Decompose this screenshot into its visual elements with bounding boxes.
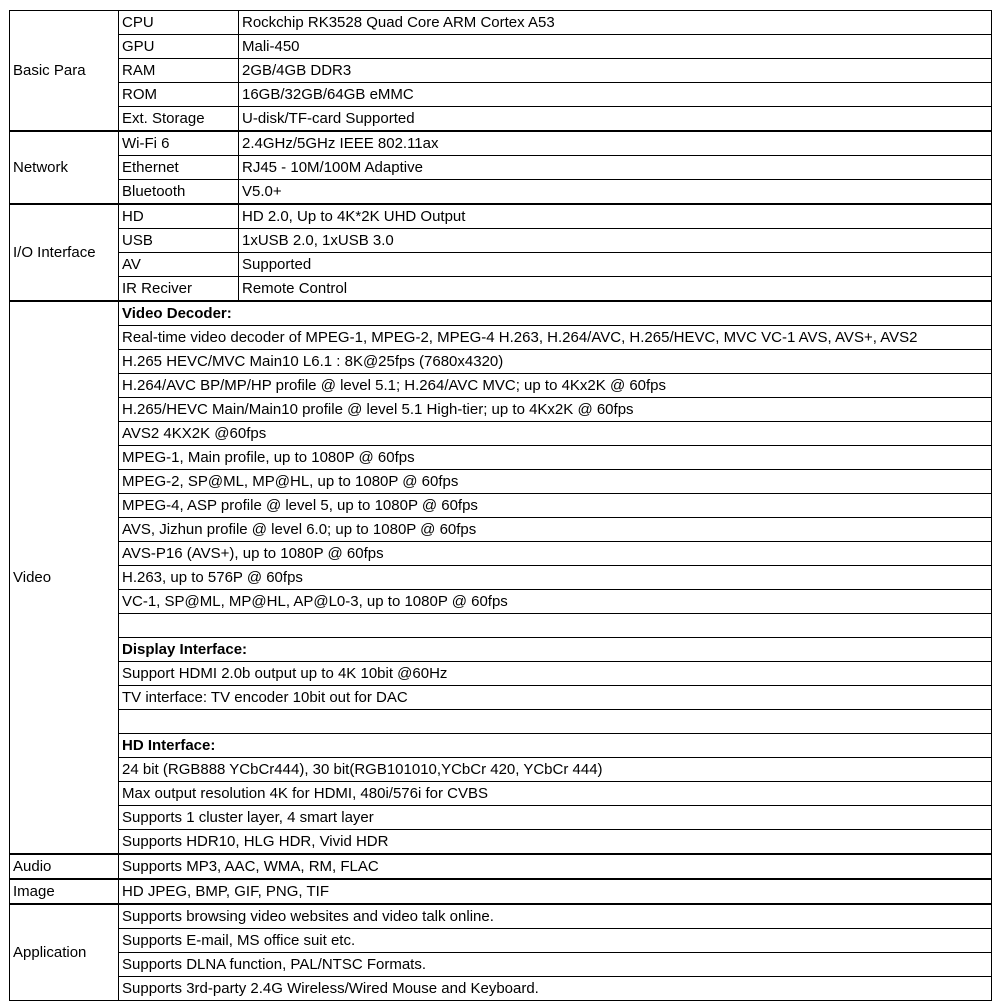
subsection-heading: Video Decoder:	[119, 301, 992, 326]
table-row	[10, 180, 992, 205]
table-row	[10, 590, 992, 614]
spec-line: Supports 3rd-party 2.4G Wireless/Wired Mouse and Keyboard.	[119, 977, 992, 1001]
spec-label: AV	[119, 253, 239, 277]
table-row	[10, 904, 992, 929]
table-row	[10, 638, 992, 662]
spec-label: Wi-Fi 6	[119, 131, 239, 156]
table-row	[10, 879, 992, 904]
table-row	[10, 929, 992, 953]
table-row	[10, 374, 992, 398]
table-row	[10, 542, 992, 566]
table-row	[10, 83, 992, 107]
table-row	[10, 398, 992, 422]
table-row	[10, 131, 992, 156]
spec-line	[119, 614, 992, 638]
table-row	[10, 662, 992, 686]
spec-value: Mali-450	[239, 35, 992, 59]
table-row	[10, 326, 992, 350]
spec-line: TV interface: TV encoder 10bit out for DAC	[119, 686, 992, 710]
spec-line: AVS-P16 (AVS+), up to 1080P @ 60fps	[119, 542, 992, 566]
spec-label: ROM	[119, 83, 239, 107]
spec-line: Supports DLNA function, PAL/NTSC Formats.	[119, 953, 992, 977]
table-row	[10, 204, 992, 229]
table-row	[10, 494, 992, 518]
spec-label: HD	[119, 204, 239, 229]
spec-value: U-disk/TF-card Supported	[239, 107, 992, 132]
spec-line: Supports E-mail, MS office suit etc.	[119, 929, 992, 953]
spec-value: 2GB/4GB DDR3	[239, 59, 992, 83]
spec-line: Real-time video decoder of MPEG-1, MPEG-2, MPEG-4 H.263, H.264/AVC, H.265/HEVC, MVC VC-1 AVS, AVS+, AVS2	[119, 326, 992, 350]
category-cell: Network	[10, 131, 119, 204]
spec-line: 24 bit (RGB888 YCbCr444), 30 bit(RGB101010,YCbCr 420, YCbCr 444)	[119, 758, 992, 782]
spec-line: MPEG-1, Main profile, up to 1080P @ 60fps	[119, 446, 992, 470]
category-cell: I/O Interface	[10, 204, 119, 301]
spec-label: RAM	[119, 59, 239, 83]
spec-label: USB	[119, 229, 239, 253]
spec-label: IR Reciver	[119, 277, 239, 302]
table-row	[10, 277, 992, 302]
table-row	[10, 977, 992, 1001]
table-row	[10, 710, 992, 734]
category-cell: Application	[10, 904, 119, 1001]
spec-value: 16GB/32GB/64GB eMMC	[239, 83, 992, 107]
table-row	[10, 782, 992, 806]
spec-line: Support HDMI 2.0b output up to 4K 10bit @60Hz	[119, 662, 992, 686]
category-cell: Audio	[10, 854, 119, 879]
table-row	[10, 350, 992, 374]
spec-table	[9, 10, 992, 1001]
table-row	[10, 518, 992, 542]
spec-line: H.265/HEVC Main/Main10 profile @ level 5.1 High-tier; up to 4Kx2K @ 60fps	[119, 398, 992, 422]
table-row	[10, 854, 992, 879]
spec-label: CPU	[119, 11, 239, 35]
spec-table-body	[10, 11, 992, 1001]
spec-line: Supports browsing video websites and video talk online.	[119, 904, 992, 929]
category-cell: Image	[10, 879, 119, 904]
spec-line	[119, 710, 992, 734]
spec-label: Ext. Storage	[119, 107, 239, 132]
spec-value: Supported	[239, 253, 992, 277]
spec-value: V5.0+	[239, 180, 992, 205]
spec-label: Ethernet	[119, 156, 239, 180]
spec-value: 2.4GHz/5GHz IEEE 802.11ax	[239, 131, 992, 156]
table-row	[10, 446, 992, 470]
table-row	[10, 156, 992, 180]
spec-line: H.265 HEVC/MVC Main10 L6.1 : 8K@25fps (7680x4320)	[119, 350, 992, 374]
spec-line: H.263, up to 576P @ 60fps	[119, 566, 992, 590]
spec-line: Supports HDR10, HLG HDR, Vivid HDR	[119, 830, 992, 855]
table-row	[10, 107, 992, 132]
spec-line: VC-1, SP@ML, MP@HL, AP@L0-3, up to 1080P @ 60fps	[119, 590, 992, 614]
spec-line: H.264/AVC BP/MP/HP profile @ level 5.1; H.264/AVC MVC; up to 4Kx2K @ 60fps	[119, 374, 992, 398]
spec-line: HD JPEG, BMP, GIF, PNG, TIF	[119, 879, 992, 904]
category-cell: Video	[10, 301, 119, 854]
spec-line: Supports MP3, AAC, WMA, RM, FLAC	[119, 854, 992, 879]
table-row	[10, 758, 992, 782]
spec-line: AVS2 4KX2K @60fps	[119, 422, 992, 446]
table-row	[10, 614, 992, 638]
spec-value: Rockchip RK3528 Quad Core ARM Cortex A53	[239, 11, 992, 35]
table-row	[10, 806, 992, 830]
table-row	[10, 470, 992, 494]
subsection-heading: HD Interface:	[119, 734, 992, 758]
subsection-heading: Display Interface:	[119, 638, 992, 662]
spec-value: HD 2.0, Up to 4K*2K UHD Output	[239, 204, 992, 229]
spec-line: MPEG-4, ASP profile @ level 5, up to 1080P @ 60fps	[119, 494, 992, 518]
table-row	[10, 35, 992, 59]
table-row	[10, 11, 992, 35]
spec-line: Supports 1 cluster layer, 4 smart layer	[119, 806, 992, 830]
table-row	[10, 953, 992, 977]
table-row	[10, 734, 992, 758]
table-row	[10, 59, 992, 83]
table-row	[10, 830, 992, 855]
table-row	[10, 229, 992, 253]
spec-line: AVS, Jizhun profile @ level 6.0; up to 1080P @ 60fps	[119, 518, 992, 542]
spec-label: GPU	[119, 35, 239, 59]
spec-line: MPEG-2, SP@ML, MP@HL, up to 1080P @ 60fps	[119, 470, 992, 494]
category-cell: Basic Para	[10, 11, 119, 132]
table-row	[10, 566, 992, 590]
table-row	[10, 422, 992, 446]
spec-label: Bluetooth	[119, 180, 239, 205]
table-row	[10, 253, 992, 277]
spec-value: Remote Control	[239, 277, 992, 302]
table-row	[10, 686, 992, 710]
spec-value: 1xUSB 2.0, 1xUSB 3.0	[239, 229, 992, 253]
spec-line: Max output resolution 4K for HDMI, 480i/576i for CVBS	[119, 782, 992, 806]
spec-value: RJ45 - 10M/100M Adaptive	[239, 156, 992, 180]
table-row	[10, 301, 992, 326]
